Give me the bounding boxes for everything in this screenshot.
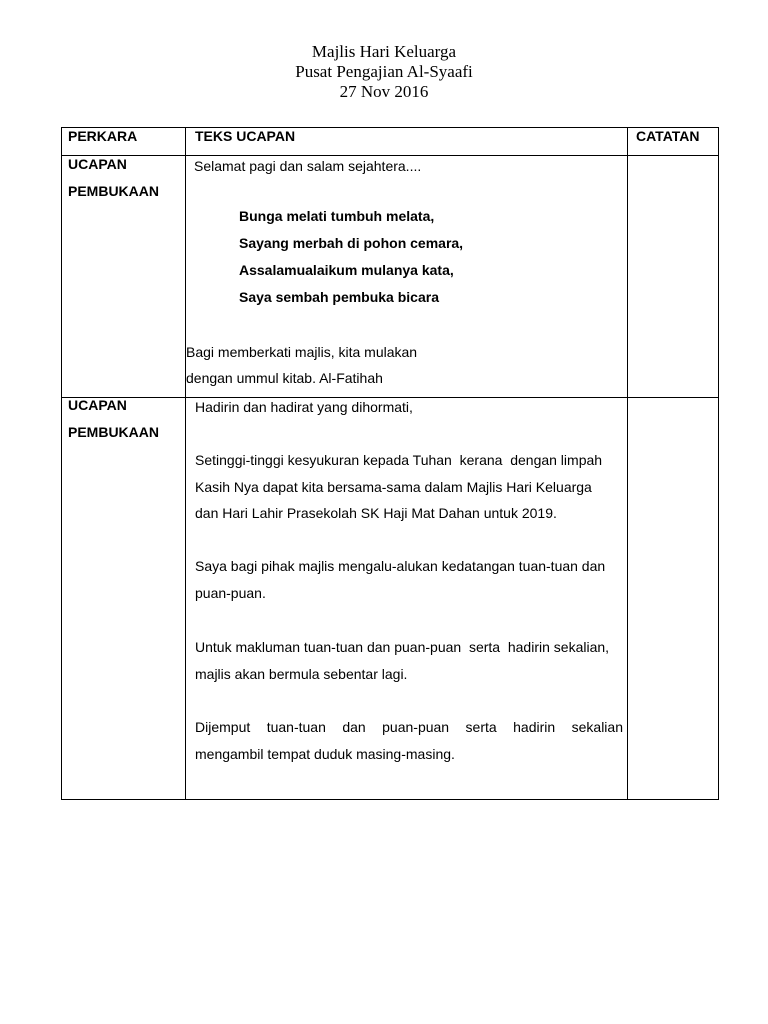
closing-line: dengan ummul kitab. Al-Fatihah <box>186 370 383 386</box>
perkara-line: PEMBUKAAN <box>68 183 159 199</box>
paragraph-line: Saya bagi pihak majlis mengalu-alukan kedatangan tuan-tuan dan <box>195 558 606 574</box>
row-1-greeting: Selamat pagi dan salam sejahtera.... <box>194 158 422 174</box>
row-1-closing <box>186 339 417 391</box>
table-border-left <box>61 127 62 800</box>
document-header <box>0 42 768 102</box>
row-2-salutation: Hadirin dan hadirat yang dihormati, <box>195 399 413 415</box>
row-2-paragraph-3 <box>195 634 622 687</box>
paragraph-line: Untuk makluman tuan-tuan dan puan-puan serta hadirin sekalian, <box>195 639 610 655</box>
header-row-divider <box>61 155 719 156</box>
column-divider-2 <box>627 127 628 800</box>
row-1-pantun <box>239 203 463 311</box>
document-subtitle: Pusat Pengajian Al-Syaafi <box>295 62 473 81</box>
perkara-line: PEMBUKAAN <box>68 424 159 440</box>
paragraph-line: mengambil tempat duduk masing-masing. <box>195 745 455 762</box>
document-date: 27 Nov 2016 <box>339 82 429 101</box>
column-header-catatan: CATATAN <box>636 128 700 144</box>
column-header-teks-ucapan: TEKS UCAPAN <box>195 128 296 144</box>
perkara-line: UCAPAN <box>68 156 127 172</box>
paragraph-line: Dijemput tuan-tuan dan puan-puan serta hadirin sekalian <box>195 719 623 735</box>
closing-line: Bagi memberkati majlis, kita mulakan <box>186 344 418 360</box>
row-1-perkara <box>68 151 159 205</box>
table-border-top <box>61 127 719 128</box>
pantun-line: Sayang merbah di pohon cemara, <box>239 235 464 251</box>
table-border-right <box>718 127 719 800</box>
speech-table <box>61 127 719 800</box>
paragraph-line: puan-puan. <box>195 584 266 601</box>
column-divider-1 <box>185 127 186 800</box>
table-border-bottom <box>61 799 719 800</box>
perkara-line: UCAPAN <box>68 397 127 413</box>
column-header-perkara: PERKARA <box>68 128 138 144</box>
paragraph-line: Kasih Nya dapat kita bersama-sama dalam Majlis Hari Keluarga <box>195 478 592 495</box>
paragraph-line: majlis akan bermula sebentar lagi. <box>195 665 408 682</box>
row-2-perkara <box>68 392 159 446</box>
pantun-line: Assalamualaikum mulanya kata, <box>239 262 454 278</box>
row-2-paragraph-1 <box>195 447 622 527</box>
document-title: Majlis Hari Keluarga <box>311 42 457 61</box>
row-2-paragraph-4 <box>195 714 623 767</box>
paragraph-line: Setinggi-tinggi kesyukuran kepada Tuhan kerana dengan limpah <box>195 452 603 468</box>
pantun-line: Bunga melati tumbuh melata, <box>239 208 435 224</box>
paragraph-line: dan Hari Lahir Prasekolah SK Haji Mat Dahan untuk 2019. <box>195 505 557 521</box>
pantun-line: Saya sembah pembuka bicara <box>239 289 439 305</box>
row-2-paragraph-2 <box>195 553 622 606</box>
